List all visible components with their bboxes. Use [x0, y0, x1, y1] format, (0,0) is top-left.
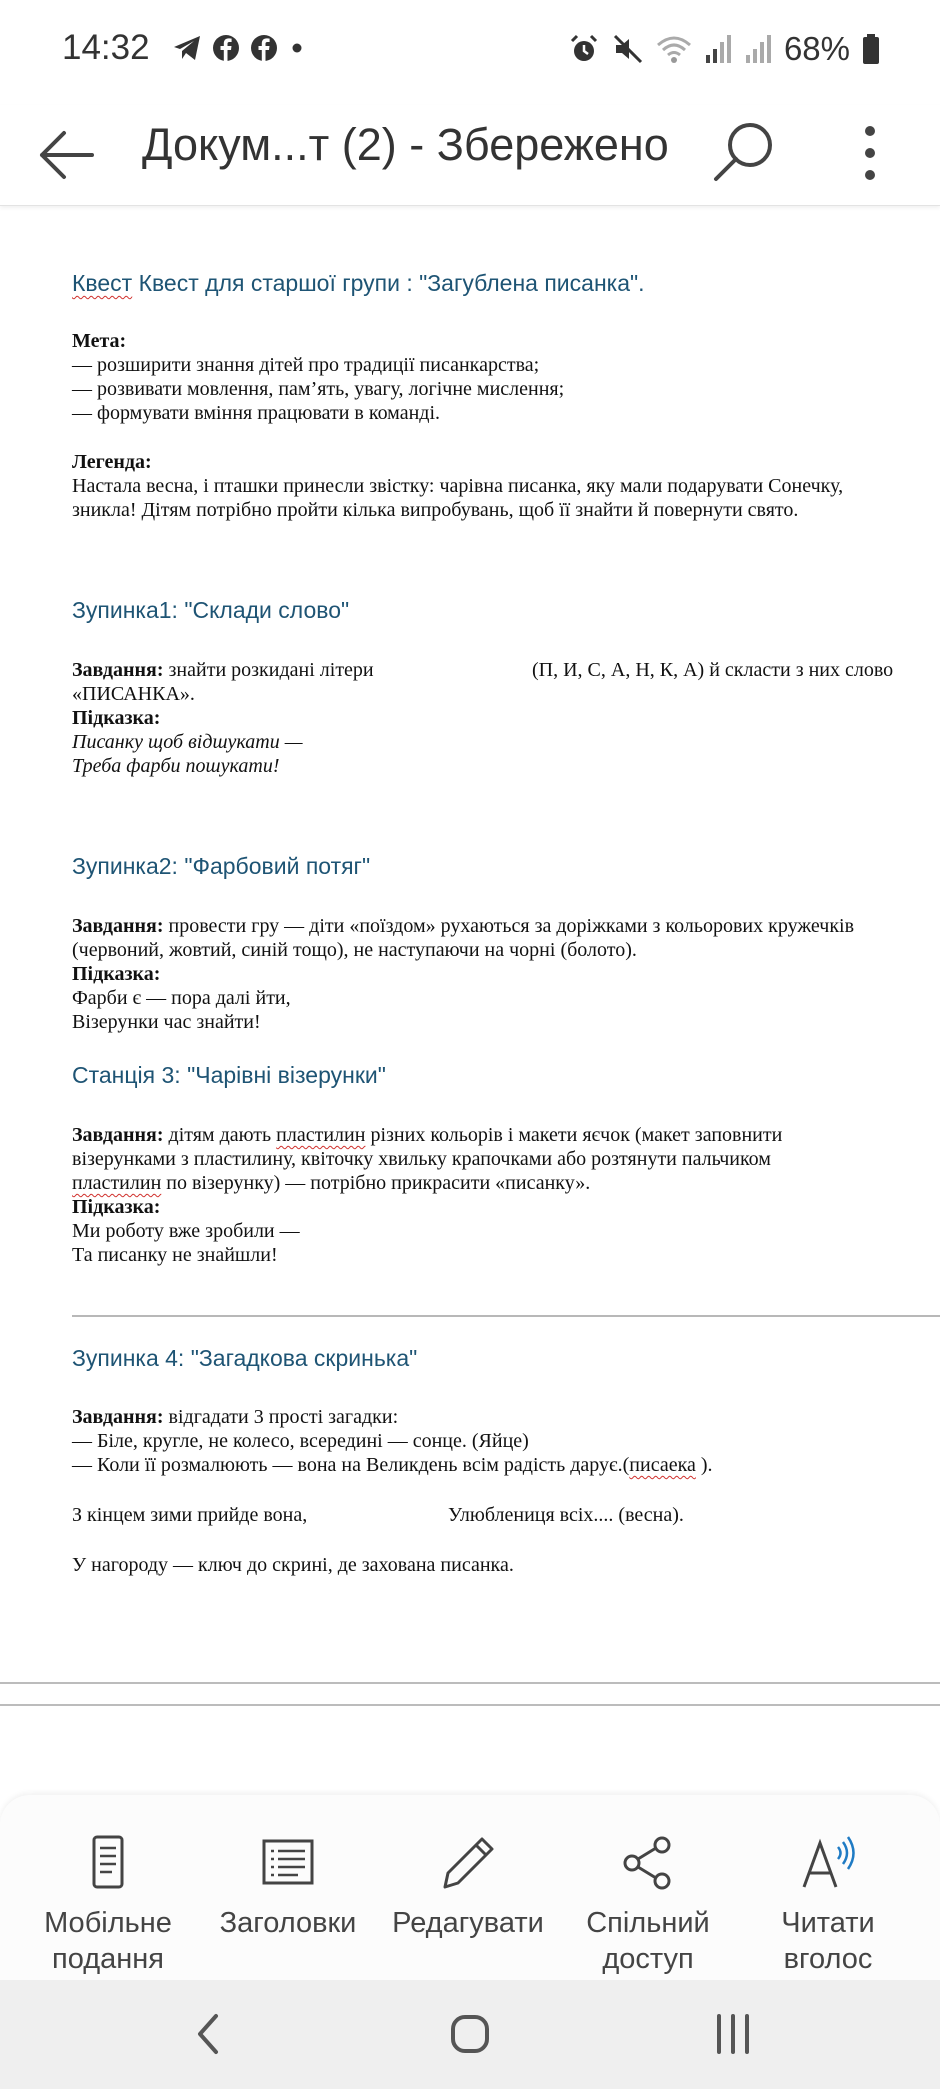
riddle-line: — Коли її розмалюють — вона на Великдень всім радість дарує.(писаека ).: [72, 1454, 713, 1476]
riddle-line: Улюблениця всіх.... (весна).: [448, 1504, 684, 1526]
headings-button[interactable]: Заголовки: [198, 1795, 378, 1980]
horizontal-rule: [72, 1315, 940, 1317]
riddle-line: З кінцем зими прийде вона,: [72, 1504, 308, 1526]
pencil-icon: [438, 1833, 498, 1893]
stop1-hint-line: Треба фарби пошукати!: [72, 755, 280, 777]
stop1-task-word: «ПИСАНКА».: [72, 683, 195, 705]
document-heading: Квест Квест для старшої групи : "Загублена писанка".: [72, 270, 645, 296]
wifi-icon: [656, 33, 692, 65]
stop4-task: Завдання: відгадати 3 прості загадки:: [72, 1406, 399, 1428]
stop3-task-line: візерунками з пластилину, квіточку хвильку крапочками або розтянути пальчиком: [72, 1148, 771, 1170]
stop4-heading: Зупинка 4: "Загадкова скринька": [72, 1345, 418, 1371]
battery-percent: 68%: [783, 30, 850, 67]
stop2-task: Завдання: провести гру — діти «поїздом» рухаються за доріжками з кольорових кружечків: [72, 915, 855, 937]
legend-text: Настала весна, і пташки принесли звістку: чарівна писанка, яку мали подарувати Сонечку,: [72, 475, 844, 497]
share-icon: [618, 1833, 678, 1893]
system-nav-bar: [0, 1980, 940, 2089]
more-vertical-icon[interactable]: [845, 117, 895, 189]
dot-icon: [288, 34, 306, 62]
page-break-line: [0, 1682, 940, 1684]
status-time: 14:32: [62, 28, 150, 67]
facebook-icon: [212, 34, 240, 62]
goal-label: Мета:: [72, 330, 127, 352]
stop1-task: Завдання: знайти розкидані літери: [72, 659, 374, 681]
stop3-heading: Станція 3: "Чарівні візерунки": [72, 1062, 386, 1088]
status-bar: [0, 0, 940, 105]
signal-icon: [744, 33, 772, 65]
stop2-heading: Зупинка2: "Фарбовий потяг": [72, 853, 371, 879]
stop1-hint-line: Писанку щоб відшукати —: [72, 731, 303, 753]
stop2-hint-line: Фарби є — пора далі йти,: [72, 987, 291, 1009]
document-title[interactable]: Докум...т (2) - Збережено: [142, 119, 669, 170]
headings-list-icon: [258, 1833, 318, 1893]
nav-back-icon[interactable]: [178, 2008, 238, 2060]
app-bar: [0, 105, 940, 206]
search-icon[interactable]: [708, 115, 780, 187]
read-aloud-button[interactable]: Читати вголос: [738, 1795, 918, 1980]
document-page[interactable]: [0, 206, 940, 1686]
bottom-toolbar: [0, 1795, 940, 1980]
stop3-hint-label: Підказка:: [72, 1196, 161, 1218]
page-break-line: [0, 1704, 940, 1706]
read-aloud-icon: [798, 1833, 858, 1893]
stop3-task-line: пластилин по візерунку) — потрібно прикрасити «писанку».: [72, 1172, 591, 1194]
telegram-icon: [172, 34, 202, 62]
legend-label: Легенда:: [72, 451, 152, 473]
stop1-task-letters: (П, И, С, А, Н, К, А) й скласти з них слово: [532, 659, 894, 681]
stop3-hint-line: Ми роботу вже зробили —: [72, 1220, 300, 1242]
nav-recents-icon[interactable]: [703, 2008, 763, 2060]
edit-button[interactable]: Редагувати: [378, 1795, 558, 1980]
facebook-icon: [250, 34, 278, 62]
share-button[interactable]: Спільний доступ: [558, 1795, 738, 1980]
goal-item: — формувати вміння працювати в команді.: [72, 402, 441, 424]
goal-item: — розширити знання дітей про традиції писанкарства;: [72, 354, 540, 376]
stop2-hint-line: Візерунки час знайти!: [72, 1011, 261, 1033]
back-arrow-icon[interactable]: [34, 120, 104, 190]
stop2-task-line: (червоний, жовтий, синій тощо), не наступаючи на чорні (болото).: [72, 939, 637, 961]
stop1-heading: Зупинка1: "Склади слово": [72, 597, 350, 623]
goal-item: — розвивати мовлення, пам’ять, увагу, логічне мислення;: [72, 378, 565, 400]
doc-title-text: Квест для старшої групи : "Загублена писанка".: [138, 270, 645, 296]
nav-home-icon[interactable]: [440, 2008, 500, 2060]
riddle-line: — Біле, кругле, не колесо, всередині — сонце. (Яйце): [72, 1430, 529, 1452]
mobile-view-button[interactable]: Мобільне подання: [18, 1795, 198, 1980]
mobile-view-icon: [78, 1833, 138, 1893]
mute-icon: [612, 33, 644, 65]
stop1-hint-label: Підказка:: [72, 707, 161, 729]
battery-icon: [862, 33, 880, 65]
alarm-icon: [568, 33, 600, 65]
reward-line: У нагороду — ключ до скрині, де захована писанка.: [72, 1554, 514, 1576]
stop3-hint-line: Та писанку не знайшли!: [72, 1244, 278, 1266]
signal-icon: [704, 33, 732, 65]
legend-text: зникла! Дітям потрібно пройти кілька випробувань, щоб її знайти й повернути свято.: [72, 499, 799, 521]
stop2-hint-label: Підказка:: [72, 963, 161, 985]
stop3-task: Завдання: дітям дають пластилин різних кольорів і макети яєчок (макет заповнити: [72, 1124, 783, 1146]
